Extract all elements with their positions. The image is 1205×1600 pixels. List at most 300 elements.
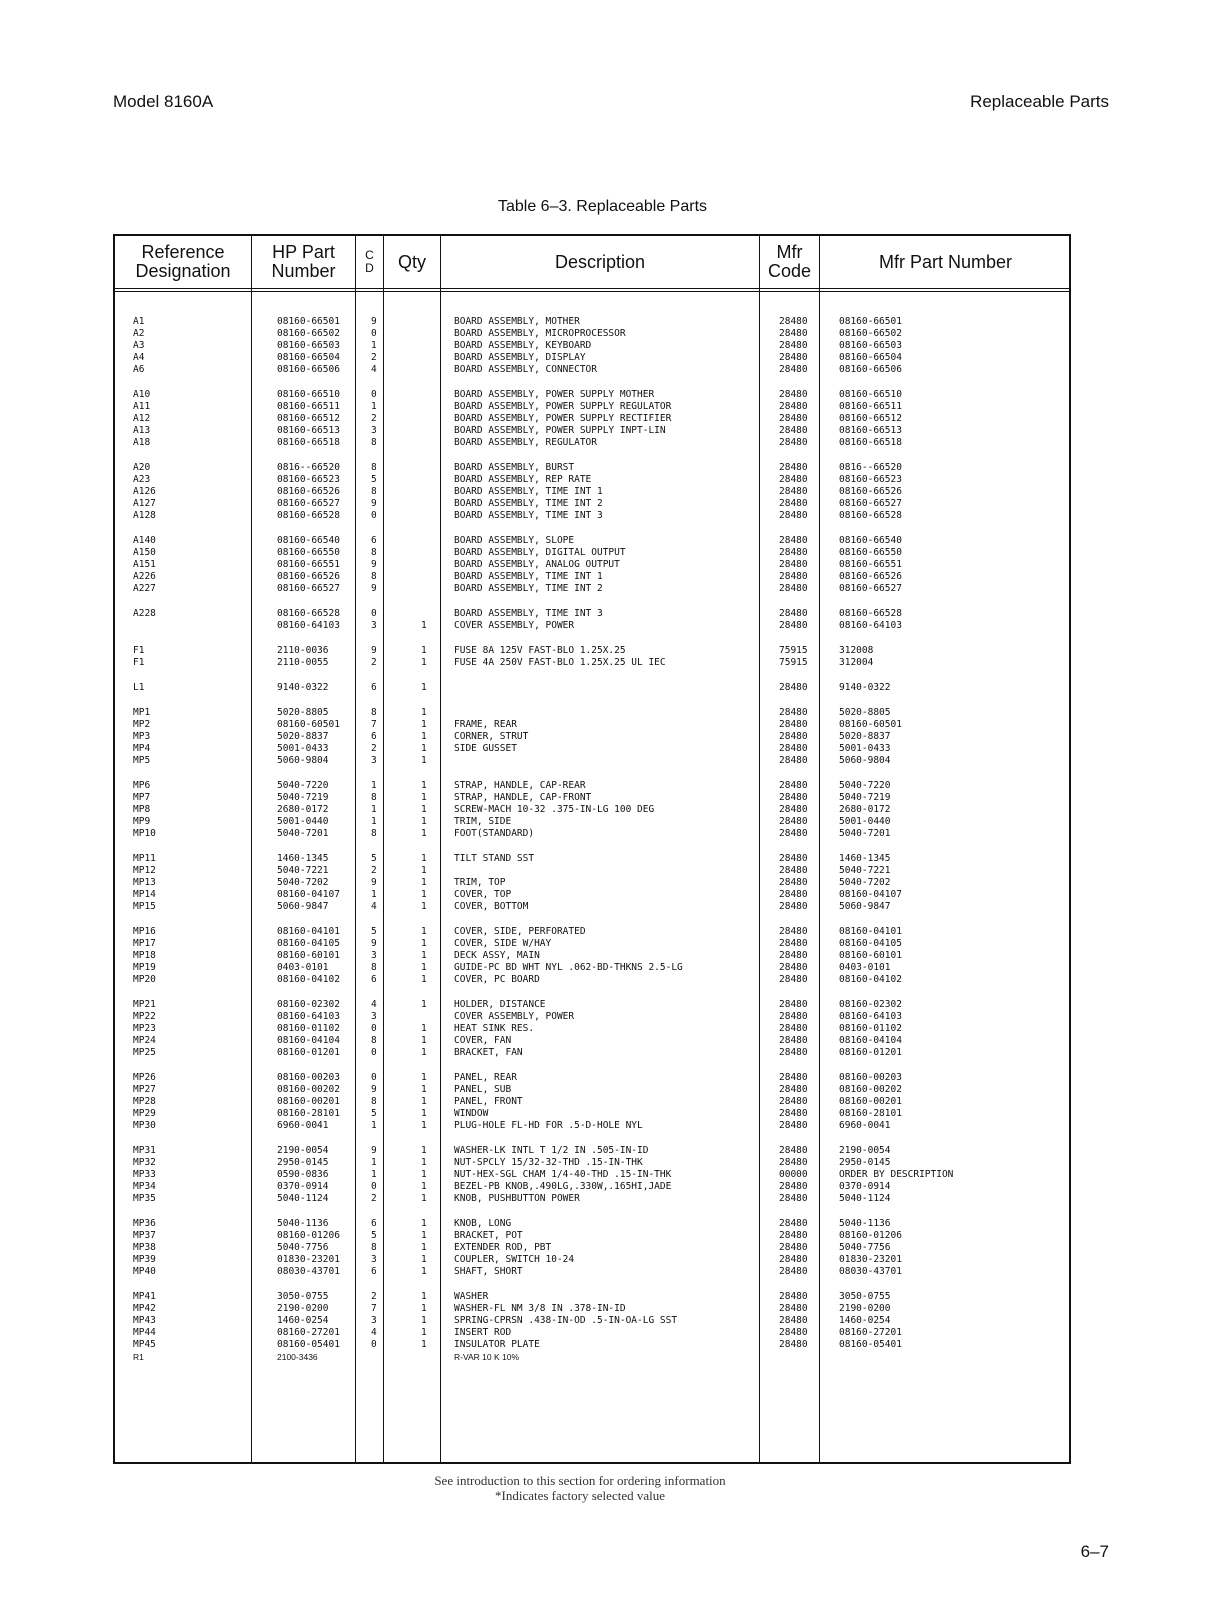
ref-designation: MP12 (133, 865, 156, 876)
hp-part-number: 08160-28101 (277, 1108, 340, 1119)
qty: 1 (421, 853, 427, 864)
description: TRIM, SIDE (454, 816, 512, 827)
cd-digit: 8 (371, 792, 377, 803)
mfr-code: 28480 (779, 1266, 808, 1277)
hp-part-number: 08160-66526 (277, 486, 340, 497)
table-row (115, 535, 1069, 547)
cd-digit: 9 (371, 559, 377, 570)
page-number: 6–7 (1080, 1542, 1109, 1561)
hp-part-number: 2190-0054 (277, 1145, 329, 1156)
description: KNOB, LONG (454, 1218, 512, 1229)
description: COUPLER, SWITCH 10-24 (454, 1254, 575, 1265)
mfr-part-number: 08160-66512 (839, 413, 902, 424)
ref-designation: A3 (133, 340, 145, 351)
table-row (115, 316, 1069, 328)
qty: 1 (421, 719, 427, 730)
description: FUSE 4A 250V FAST-BLO 1.25X.25 UL IEC (454, 657, 666, 668)
col-header-reference-text: Reference Designation (135, 242, 231, 281)
cd-digit: 0 (371, 1072, 377, 1083)
cd-digit: 0 (371, 608, 377, 619)
mfr-code: 28480 (779, 1096, 808, 1107)
hp-part-number: 08160-64103 (277, 620, 340, 631)
description: COVER ASSEMBLY, POWER (454, 1011, 575, 1022)
table-row (115, 571, 1069, 583)
mfr-part-number: 08160-01201 (839, 1047, 902, 1058)
table-row (115, 743, 1069, 755)
table-row (115, 974, 1069, 986)
ref-designation: MP42 (133, 1303, 156, 1314)
description: BOARD ASSEMBLY, REGULATOR (454, 437, 597, 448)
mfr-part-number: 08160-66527 (839, 583, 902, 594)
hp-part-number: 08160-66510 (277, 389, 340, 400)
col-header-mfr-code (760, 236, 819, 288)
mfr-code: 28480 (779, 1120, 808, 1131)
cd-digit: 1 (371, 340, 377, 351)
hp-part-number: 08160-01206 (277, 1230, 340, 1241)
ref-designation: MP45 (133, 1339, 156, 1350)
parts-rows (115, 316, 1069, 1363)
row-group (115, 682, 1069, 694)
mfr-part-number: 312008 (839, 645, 874, 656)
description: BOARD ASSEMBLY, TIME INT 1 (454, 486, 603, 497)
mfr-code: 28480 (779, 1084, 808, 1095)
table-row (115, 498, 1069, 510)
ref-designation: MP24 (133, 1035, 156, 1046)
mfr-code: 28480 (779, 731, 808, 742)
cd-digit: 3 (371, 1315, 377, 1326)
hp-part-number: 1460-1345 (277, 853, 329, 864)
qty: 1 (421, 1108, 427, 1119)
mfr-code: 28480 (779, 682, 808, 693)
hp-part-number: 08160-66504 (277, 352, 340, 363)
cd-digit: 9 (371, 1084, 377, 1095)
table-title: Table 6–3. Replaceable Parts (497, 198, 708, 215)
row-group (115, 1145, 1069, 1205)
mfr-code: 28480 (779, 462, 808, 473)
qty: 1 (421, 707, 427, 718)
cd-digit: 0 (371, 1047, 377, 1058)
cd-digit: 3 (371, 1011, 377, 1022)
qty: 1 (421, 999, 427, 1010)
description: BOARD ASSEMBLY, MOTHER (454, 316, 580, 327)
cd-digit: 0 (371, 1181, 377, 1192)
table-row (115, 620, 1069, 632)
cd-digit: 9 (371, 938, 377, 949)
cd-digit: 8 (371, 1035, 377, 1046)
ref-designation: MP32 (133, 1157, 156, 1168)
row-group (115, 999, 1069, 1059)
cd-digit: 1 (371, 401, 377, 412)
table-row (115, 364, 1069, 376)
hp-part-number: 5040-1136 (277, 1218, 329, 1229)
mfr-part-number: 08160-00202 (839, 1084, 902, 1095)
mfr-part-number: 08160-64103 (839, 1011, 902, 1022)
row-group (115, 707, 1069, 767)
description: COVER ASSEMBLY, POWER (454, 620, 575, 631)
mfr-part-number: 5060-9847 (839, 901, 891, 912)
qty: 1 (421, 1120, 427, 1131)
description: COVER, TOP (454, 889, 512, 900)
mfr-code: 28480 (779, 571, 808, 582)
table-row (115, 865, 1069, 877)
mfr-code: 28480 (779, 1254, 808, 1265)
mfr-part-number: 08160-66510 (839, 389, 902, 400)
description: BOARD ASSEMBLY, TIME INT 2 (454, 583, 603, 594)
description: FOOT(STANDARD) (454, 828, 535, 839)
hp-part-number: 08160-04101 (277, 926, 340, 937)
col-header-qty-text: Qty (397, 251, 426, 272)
cd-digit: 2 (371, 413, 377, 424)
qty: 1 (421, 1023, 427, 1034)
table-row (115, 657, 1069, 669)
table-row (115, 1011, 1069, 1023)
mfr-code: 28480 (779, 1230, 808, 1241)
mfr-part-number: 08160-66506 (839, 364, 902, 375)
mfr-code: 28480 (779, 877, 808, 888)
hp-part-number: 5040-7201 (277, 828, 329, 839)
table-row (115, 1303, 1069, 1315)
qty: 1 (421, 865, 427, 876)
mfr-part-number: 08160-66518 (839, 437, 902, 448)
description: BEZEL-PB KNOB,.490LG,.330W,.165HI,JADE (454, 1181, 672, 1192)
description: PANEL, SUB (454, 1084, 512, 1095)
ref-designation: A2 (133, 328, 145, 339)
table-row (115, 1242, 1069, 1254)
col-header-description (441, 236, 759, 288)
ref-designation: MP2 (133, 719, 151, 730)
cd-digit: 8 (371, 1242, 377, 1253)
table-row (115, 731, 1069, 743)
hp-part-number: 08160-04104 (277, 1035, 340, 1046)
hp-part-number: 08160-66512 (277, 413, 340, 424)
cd-digit: 9 (371, 583, 377, 594)
cd-digit: 0 (371, 1023, 377, 1034)
description: EXTENDER ROD, PBT (454, 1242, 552, 1253)
header-rule (115, 291, 1069, 292)
table-row (115, 425, 1069, 437)
mfr-code: 28480 (779, 999, 808, 1010)
ref-designation: MP23 (133, 1023, 156, 1034)
ref-designation: A226 (133, 571, 156, 582)
hp-part-number: 5020-8837 (277, 731, 329, 742)
mfr-part-number: 1460-1345 (839, 853, 891, 864)
mfr-part-number: 5060-9804 (839, 755, 891, 766)
hp-part-number: 08160-27201 (277, 1327, 340, 1338)
cd-digit: 2 (371, 743, 377, 754)
hp-part-number: 08160-04105 (277, 938, 340, 949)
hp-part-number: 08160-00202 (277, 1084, 340, 1095)
mfr-part-number: 08160-04107 (839, 889, 902, 900)
cd-digit: 0 (371, 1339, 377, 1350)
mfr-code: 28480 (779, 719, 808, 730)
mfr-code: 00000 (779, 1169, 808, 1180)
mfr-code: 28480 (779, 535, 808, 546)
mfr-part-number: 08160-28101 (839, 1108, 902, 1119)
table-row (115, 559, 1069, 571)
mfr-code: 28480 (779, 474, 808, 485)
mfr-part-number: 08160-60501 (839, 719, 902, 730)
mfr-part-number: 08160-66540 (839, 535, 902, 546)
hp-part-number: 08160-60501 (277, 719, 340, 730)
ref-designation: F1 (133, 657, 145, 668)
ref-designation: MP5 (133, 755, 151, 766)
mfr-part-number: 08030-43701 (839, 1266, 902, 1277)
cd-digit: 2 (371, 657, 377, 668)
cd-digit: 6 (371, 1266, 377, 1277)
mfr-part-number: 5040-1136 (839, 1218, 891, 1229)
description: STRAP, HANDLE, CAP-FRONT (454, 792, 592, 803)
description: INSERT ROD (454, 1327, 512, 1338)
table-row (115, 1096, 1069, 1108)
qty: 1 (421, 938, 427, 949)
ref-designation: MP33 (133, 1169, 156, 1180)
mfr-code: 28480 (779, 328, 808, 339)
ref-designation: A6 (133, 364, 145, 375)
table-row (115, 413, 1069, 425)
ref-designation: R1 (133, 1352, 144, 1362)
description: SCREW-MACH 10-32 .375-IN-LG 100 DEG (454, 804, 655, 815)
col-header-cd (356, 236, 383, 288)
mfr-code: 28480 (779, 510, 808, 521)
qty: 1 (421, 1084, 427, 1095)
mfr-part-number: 08160-00203 (839, 1072, 902, 1083)
description: BOARD ASSEMBLY, ANALOG OUTPUT (454, 559, 620, 570)
mfr-part-number: 5040-1124 (839, 1193, 891, 1204)
hp-part-number: 5040-7221 (277, 865, 329, 876)
ref-designation: MP38 (133, 1242, 156, 1253)
qty: 1 (421, 926, 427, 937)
ref-designation: A150 (133, 547, 156, 558)
table-row (115, 962, 1069, 974)
hp-part-number: 08160-02302 (277, 999, 340, 1010)
ref-designation: MP10 (133, 828, 156, 839)
row-group (115, 780, 1069, 840)
table-row (115, 1254, 1069, 1266)
mfr-code: 75915 (779, 657, 808, 668)
mfr-part-number: 9140-0322 (839, 682, 891, 693)
table-row (115, 950, 1069, 962)
cd-digit: 6 (371, 731, 377, 742)
ref-designation: MP22 (133, 1011, 156, 1022)
hp-part-number: 01830-23201 (277, 1254, 340, 1265)
col-header-description-text: Description (554, 251, 646, 272)
hp-part-number: 0370-0914 (277, 1181, 329, 1192)
cd-digit: 4 (371, 901, 377, 912)
mfr-part-number: 08160-04102 (839, 974, 902, 985)
cd-digit: 8 (371, 1096, 377, 1107)
cd-digit: 6 (371, 682, 377, 693)
mfr-part-number: 0403-0101 (839, 962, 891, 973)
description: FRAME, REAR (454, 719, 517, 730)
mfr-code: 28480 (779, 498, 808, 509)
qty: 1 (421, 1035, 427, 1046)
row-group (115, 1218, 1069, 1278)
cd-digit: 2 (371, 865, 377, 876)
ref-designation: A23 (133, 474, 151, 485)
description: BOARD ASSEMBLY, POWER SUPPLY MOTHER (454, 389, 655, 400)
hp-part-number: 0816--66520 (277, 462, 340, 473)
hp-part-number: 5020-8805 (277, 707, 329, 718)
mfr-code: 28480 (779, 1157, 808, 1168)
table-row (115, 1145, 1069, 1157)
hp-part-number: 08160-66526 (277, 571, 340, 582)
ref-designation: MP13 (133, 877, 156, 888)
mfr-part-number: 5040-7201 (839, 828, 891, 839)
cd-digit: 7 (371, 1303, 377, 1314)
ref-designation: A4 (133, 352, 145, 363)
qty: 1 (421, 1181, 427, 1192)
col-header-mfr-part-number-text: Mfr Part Number (878, 251, 1013, 272)
cd-digit: 5 (371, 853, 377, 864)
row-group (115, 608, 1069, 632)
mfr-code: 28480 (779, 437, 808, 448)
description: BOARD ASSEMBLY, POWER SUPPLY RECTIFIER (454, 413, 672, 424)
ref-designation: MP39 (133, 1254, 156, 1265)
qty: 1 (421, 962, 427, 973)
cd-digit: 3 (371, 1254, 377, 1265)
mfr-part-number: 08160-66526 (839, 571, 902, 582)
ref-designation: MP11 (133, 853, 156, 864)
hp-part-number: 08160-01201 (277, 1047, 340, 1058)
ref-designation: MP40 (133, 1266, 156, 1277)
mfr-code: 28480 (779, 828, 808, 839)
mfr-code: 28480 (779, 853, 808, 864)
description: WINDOW (454, 1108, 489, 1119)
table-row (115, 682, 1069, 694)
mfr-part-number: 08160-64103 (839, 620, 902, 631)
table-row (115, 999, 1069, 1011)
table-row (115, 401, 1069, 413)
description: HEAT SINK RES. (454, 1023, 535, 1034)
description: STRAP, HANDLE, CAP-REAR (454, 780, 586, 791)
mfr-part-number: 08160-04104 (839, 1035, 902, 1046)
hp-part-number: 5060-9847 (277, 901, 329, 912)
cd-digit: 1 (371, 804, 377, 815)
cd-digit: 7 (371, 719, 377, 730)
mfr-part-number: 08160-66501 (839, 316, 902, 327)
ref-designation: MP43 (133, 1315, 156, 1326)
table-row (115, 755, 1069, 767)
ref-designation: A151 (133, 559, 156, 570)
header-section: Replaceable Parts (970, 92, 1109, 111)
table-row (115, 1291, 1069, 1303)
hp-part-number: 2110-0055 (277, 657, 329, 668)
ref-designation: A1 (133, 316, 145, 327)
row-group (115, 926, 1069, 986)
col-header-hp-part (252, 236, 355, 288)
description: COVER, BOTTOM (454, 901, 529, 912)
mfr-part-number: ORDER BY DESCRIPTION (839, 1169, 954, 1180)
ref-designation: MP4 (133, 743, 151, 754)
cd-digit: 3 (371, 425, 377, 436)
hp-part-number: 08160-66506 (277, 364, 340, 375)
mfr-code: 28480 (779, 950, 808, 961)
description: INSULATOR PLATE (454, 1339, 540, 1350)
cd-digit: 6 (371, 1218, 377, 1229)
cd-digit: 6 (371, 974, 377, 985)
table-row (115, 1181, 1069, 1193)
table-row (115, 1351, 1069, 1363)
mfr-code: 28480 (779, 352, 808, 363)
qty: 1 (421, 804, 427, 815)
cd-digit: 2 (371, 1193, 377, 1204)
ref-designation: MP34 (133, 1181, 156, 1192)
hp-part-number: 5040-7756 (277, 1242, 329, 1253)
hp-part-number: 2110-0036 (277, 645, 329, 656)
hp-part-number: 08030-43701 (277, 1266, 340, 1277)
mfr-code: 28480 (779, 1145, 808, 1156)
qty: 1 (421, 1218, 427, 1229)
description: NUT-HEX-SGL CHAM 1/4-40-THD .15-IN-THK (454, 1169, 672, 1180)
ref-designation: MP6 (133, 780, 151, 791)
description: BOARD ASSEMBLY, DISPLAY (454, 352, 586, 363)
table-row (115, 719, 1069, 731)
table-row (115, 1266, 1069, 1278)
hp-part-number: 6960-0041 (277, 1120, 329, 1131)
mfr-code: 28480 (779, 792, 808, 803)
mfr-part-number: 08160-66511 (839, 401, 902, 412)
description: BOARD ASSEMBLY, KEYBOARD (454, 340, 592, 351)
hp-part-number: 08160-66511 (277, 401, 340, 412)
ref-designation: MP25 (133, 1047, 156, 1058)
description: DECK ASSY, MAIN (454, 950, 540, 961)
qty: 1 (421, 755, 427, 766)
table-row (115, 1169, 1069, 1181)
cd-digit: 1 (371, 780, 377, 791)
mfr-code: 28480 (779, 816, 808, 827)
cd-digit: 4 (371, 1327, 377, 1338)
hp-part-number: 2950-0145 (277, 1157, 329, 1168)
cd-digit: 0 (371, 510, 377, 521)
qty: 1 (421, 1157, 427, 1168)
cd-digit: 8 (371, 707, 377, 718)
mfr-part-number: 0816--66520 (839, 462, 902, 473)
ref-designation: A20 (133, 462, 151, 473)
cd-digit: 5 (371, 1108, 377, 1119)
footnote-ordering: See introduction to this section for ordering information (434, 1473, 726, 1488)
mfr-part-number: 2680-0172 (839, 804, 891, 815)
hp-part-number: 9140-0322 (277, 682, 329, 693)
mfr-code: 28480 (779, 755, 808, 766)
table-row (115, 1218, 1069, 1230)
ref-designation: MP18 (133, 950, 156, 961)
mfr-code: 28480 (779, 1108, 808, 1119)
description: WASHER-FL NM 3/8 IN .378-IN-ID (454, 1303, 626, 1314)
hp-part-number: 5001-0433 (277, 743, 329, 754)
col-header-qty (384, 236, 440, 288)
mfr-code: 28480 (779, 1011, 808, 1022)
mfr-code: 28480 (779, 1193, 808, 1204)
mfr-code: 28480 (779, 926, 808, 937)
mfr-code: 75915 (779, 645, 808, 656)
mfr-code: 28480 (779, 316, 808, 327)
table-row (115, 707, 1069, 719)
col-header-mfr-code-text: Mfr Code (767, 242, 812, 281)
qty: 1 (421, 1145, 427, 1156)
cd-digit: 4 (371, 364, 377, 375)
ref-designation: MP15 (133, 901, 156, 912)
mfr-part-number: 08160-66528 (839, 608, 902, 619)
qty: 1 (421, 1047, 427, 1058)
ref-designation: MP20 (133, 974, 156, 985)
ref-designation: MP14 (133, 889, 156, 900)
cd-digit: 8 (371, 437, 377, 448)
mfr-part-number: 08160-66528 (839, 510, 902, 521)
table-row (115, 816, 1069, 828)
mfr-part-number: 5001-0433 (839, 743, 891, 754)
qty: 1 (421, 1242, 427, 1253)
qty: 1 (421, 1291, 427, 1302)
